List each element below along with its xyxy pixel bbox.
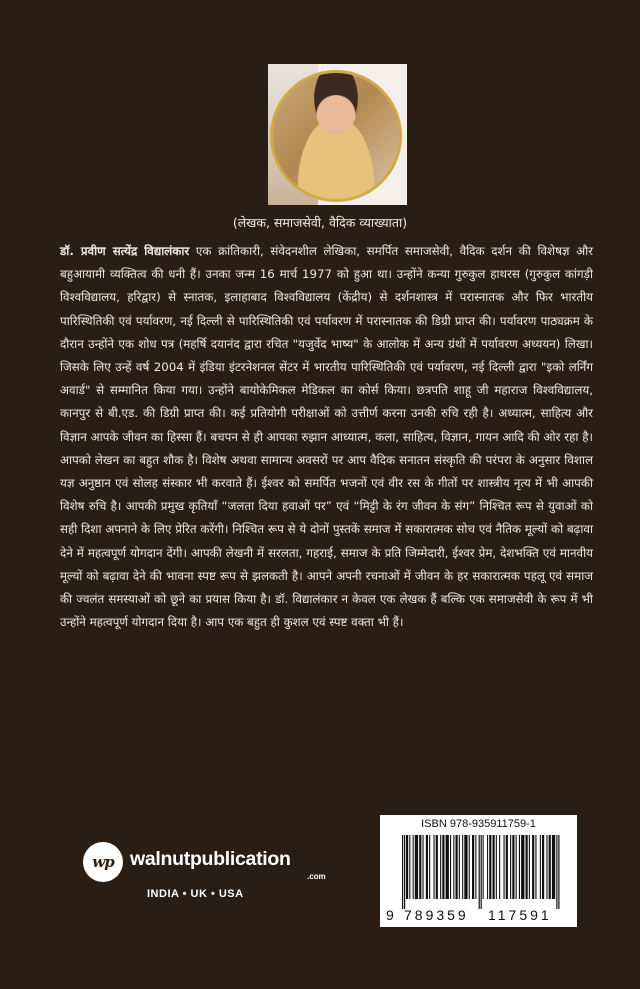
publisher-domain: .com xyxy=(307,872,326,881)
barcode-bar xyxy=(540,835,541,899)
barcode-bar xyxy=(542,835,544,899)
isbn-label: ISBN 978-935911759-1 xyxy=(421,818,536,830)
bio-text: एक क्रांतिकारी, संवेदनशील लेखिका, समर्पित समाजसेवी, वैदिक दर्शन की विशेषज्ञ और बहुआयामी व्यक्तित्व की धनी हैं। उनका जन्म 16 मार्च 1977 को हुआ था। उन्होंने कन्या गुरुकुल हाथरस (गुरुकुल कांगड़ी विश्वविद्यालय, हरिद्वार) से स्नातक, इलाहाबाद विश्वविद्यालय (केंद्रीय) से दर्शनशास्त्र में परास्नातक और फिर भारतीय पारिस्थितिकी एवं पर्यावरण, नई दिल्ली से पारिस्थितिकी एवं पर्यावरण में परास्नातक की डिग्री प्राप्त की। पर्यावरण पाठ्यक्रम के दौरान उन्होंने एक शोध पत्र (महर्षि दयानंद द्वारा रचित "यजुर्वेद भाष्य" के आलोक में अन्य ग्रंथों में पर्यावरण अध्ययन) लिखा। जिसके लिए उन्हें वर्ष 2004 में इंडिया इंटरनेशनल सेंटर में भारतीय पारिस्थितिकी एवं पर्यावरण, नई दिल्ली द्वारा "इको लर्निंग अवार्ड" से सम्मानित किया गया। उन्होंने बायोकेमिकल मेडिकल का कोर्स किया। छत्रपति शाहू जी महाराज विश्वविद्यालय, कानपुर से बी.एड. की डिग्री प्राप्त की। कई प्रतियोगी परीक्षाओं को उत्तीर्ण करना उनकी रुचि रही है। अध्यात्म, साहित्य और विज्ञान आपके जीवन का हिस्सा हैं। बचपन से ही आपका रुझान आध्यात्म, कला, साहित्य, विज्ञान, गायन आदि की ओर रहा है। आपको लेखन का बहुत शौक है। विशेष अथवा सामान्य अवसरों पर आप वैदिक सनातन संस्कृति की परंपरा के अनुसार विशाल यज्ञ अनुष्ठान एवं सोलह संस्कार भी करवाते हैं। ईश्वर को समर्पित भजनों एवं वीर रस के गीतों पर शास्त्रीय नृत्य में भी आपकी विशेष रुचि है। आपकी प्रमुख कृतियाँ “जलता दिया हवाओं पर” एवं “मिट्टी के रंग जीवन के संग” निश्चित रूप से युवाओं को सही दिशा अपनाने के लिए प्रेरित करेंगी। निश्चित रूप से ये दोनों पुस्तकें समाज में सकारात्मक सोच एवं नैतिक मूल्यों को बढ़ावा देने में महत्वपूर्ण योगदान देंगी। आपकी लेखनी में सरलता, गहराई, समाज के प्रति जिम्मेदारी, ईश्वर प्रेम, देशभक्ति एवं मानवीय मूल्यों को बढ़ावा देने की भावना स्पष्ट रूप से झलकती है। आपने अपनी रचनाओं में जीवन के हर सकारात्मक पहलू एवं समाज की ज्वलंत समस्याओं को छूने का प्रयास किया है। डॉ. विद्यालंकार न केवल एक लेखक हैं बल्कि एक समाजसेवी के रूप में भी उन्होंने महत्वपूर्ण योगदान दिया है। आप एक बहुत ही कुशल एवं स्पष्ट वक्ता भी हैं। xyxy=(60,244,593,630)
barcode-bar xyxy=(504,835,505,899)
barcode-digits-right: 117591 xyxy=(488,907,552,923)
author-photo xyxy=(268,64,407,205)
barcode-bar xyxy=(506,835,508,899)
barcode-bar xyxy=(529,835,530,899)
barcode-bar xyxy=(409,835,410,899)
barcode-bar xyxy=(436,835,438,899)
barcode-guard-bar xyxy=(481,835,482,909)
barcode-bar xyxy=(475,835,476,899)
barcode-bar xyxy=(423,835,424,899)
barcode-bar xyxy=(406,835,408,899)
barcode-bar xyxy=(415,835,418,899)
publisher-block xyxy=(83,842,343,902)
barcode-bar xyxy=(413,835,414,899)
barcode-bar xyxy=(526,835,528,899)
barcode-bar xyxy=(489,835,491,899)
barcode-bar xyxy=(510,835,511,899)
barcode-guard-bar xyxy=(558,835,559,909)
barcode-bar xyxy=(512,835,514,899)
barcode-digit-first: 9 xyxy=(386,907,394,923)
publisher-countries: INDIA • UK • USA xyxy=(147,888,244,900)
barcode-bar xyxy=(493,835,495,899)
barcode-bar xyxy=(440,835,441,899)
barcode-bar xyxy=(552,835,555,899)
barcode-guard-bar xyxy=(404,835,405,909)
barcode-bar xyxy=(496,835,497,899)
barcode-bar xyxy=(469,835,470,899)
barcode-bar xyxy=(456,835,458,899)
author-bio xyxy=(60,240,593,634)
barcode-bar xyxy=(419,835,421,899)
barcode-bar xyxy=(442,835,444,899)
barcode-bar xyxy=(450,835,451,899)
author-name: डॉ. प्रवीण सत्येंद्र विद्यालंकार xyxy=(60,244,190,258)
publisher-name: walnutpublication xyxy=(130,848,291,870)
barcode-bar xyxy=(519,835,520,899)
barcode-guard-bar xyxy=(402,835,403,909)
isbn-barcode xyxy=(380,815,577,927)
barcode-bar xyxy=(459,835,460,899)
barcode-bar xyxy=(521,835,524,899)
barcode-bar xyxy=(464,835,467,899)
barcode-bar xyxy=(532,835,534,899)
publisher-logo-icon: wp xyxy=(83,842,123,882)
barcode-bar xyxy=(472,835,474,899)
barcode-bars xyxy=(388,835,569,909)
barcode-bar xyxy=(483,835,484,899)
barcode-bar xyxy=(499,835,500,899)
author-portrait xyxy=(270,70,402,202)
barcode-digits-left: 789359 xyxy=(404,907,469,923)
barcode-bar xyxy=(549,835,551,899)
barcode-bar xyxy=(535,835,536,899)
barcode-bar xyxy=(487,835,488,899)
photo-caption: (लेखक, समाजसेवी, वैदिक व्याख्याता) xyxy=(232,215,408,230)
barcode-guard-bar xyxy=(479,835,480,909)
barcode-bar xyxy=(434,835,435,899)
barcode-bar xyxy=(546,835,547,899)
barcode-bar xyxy=(446,835,449,899)
barcode-bar xyxy=(429,835,430,899)
barcode-bar xyxy=(462,835,463,899)
barcode-bar xyxy=(453,835,454,899)
barcode-bar xyxy=(426,835,428,899)
barcode-guard-bar xyxy=(556,835,557,909)
barcode-bar xyxy=(516,835,517,899)
